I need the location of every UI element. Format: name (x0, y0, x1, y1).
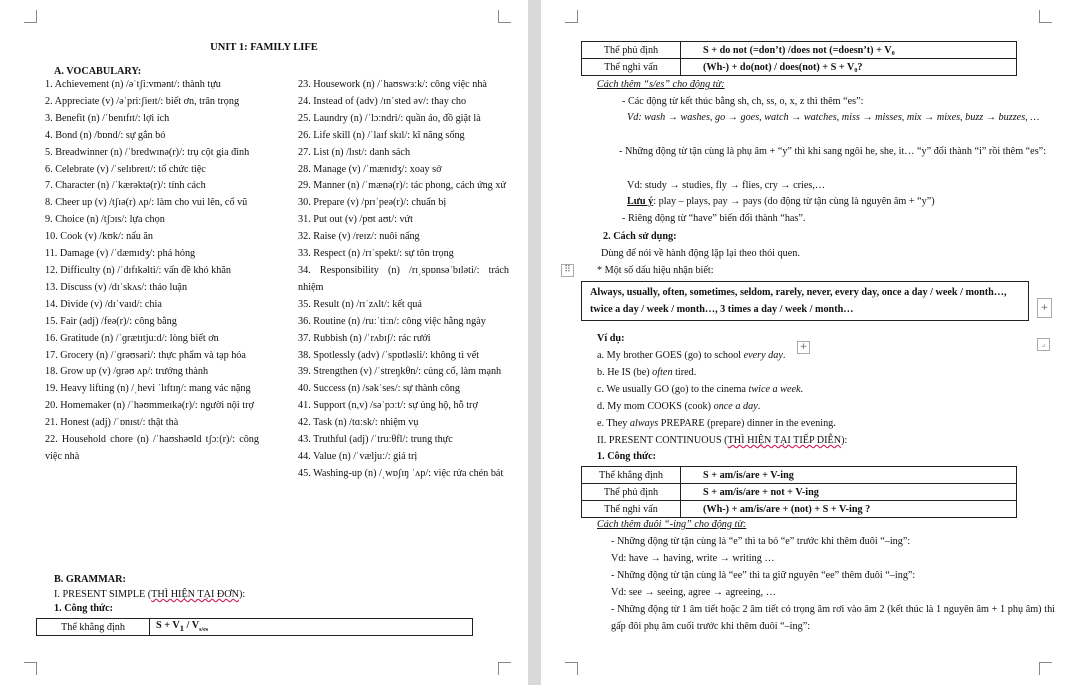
crop-mark (565, 10, 578, 23)
pc-formula-heading: 1. Công thức: (597, 451, 657, 462)
vocab-item: 40. Success (n) /səkˈses/: sự thành công (298, 383, 460, 395)
ing-rule-2: - Những động từ tận cùng là “ee” thì ta giữ nguyên “ee” thêm đuôi “–ing”: (611, 570, 916, 581)
grammar-heading: B. GRAMMAR: (54, 574, 126, 585)
crop-mark (1039, 662, 1052, 675)
vocab-item: 35. Result (n) /rɪˈzʌlt/: kết quả (298, 298, 422, 310)
unit-title: UNIT 1: FAMILY LIFE (210, 42, 318, 53)
ses-example-1: Vd: wash → washes, go → goes, watch → watches, miss → misses, mix → mixes, buzz → buzzes, … (627, 112, 1040, 123)
signs-box: Always, usually, often, sometimes, seldom, rarely, never, every day, once a day / week / month…, twice a day / week / month…, 3 times a day / week / month… (581, 281, 1029, 321)
table-row (582, 501, 1017, 518)
ses-heading: Cách thêm “s/es” cho động từ: (597, 79, 725, 90)
vocab-item: 38. Spotlessly (adv) /ˈspɒtləsli/: không tì vết (298, 349, 480, 361)
vocab-item: 42. Task (n) /tɑːsk/: nhiệm vụ (298, 417, 419, 429)
note-label: Lưu ý (627, 196, 654, 207)
ing-rule-1: - Những động từ tận cùng là “e” thì ta bỏ “e” trước khi thêm đuôi “–ing”: (611, 536, 911, 547)
formula-sub: s/es (199, 627, 209, 634)
vocab-item: 45. Washing-up (n) /ˌwɒʃɪŋ ˈʌp/: việc rửa chén bát (298, 467, 504, 479)
heading-vietnamese: THÌ HIỆN TẠI TIẾP DIỄN (727, 435, 842, 446)
vocabulary-right-column (298, 77, 509, 483)
vocab-item: 20. Homemaker (n) /ˈhəʊmmeɪkə(r)/: người nội trợ (45, 400, 254, 412)
table-row (582, 59, 1017, 76)
formula-heading: 1. Công thức: (54, 603, 114, 614)
vocab-item: 34. Responsibility (n) /rɪˌspɒnsəˈbɪləti/: trách nhiệm (298, 264, 509, 293)
table-row (37, 619, 473, 636)
ses-rule-3: - Riêng động từ “have” biến đổi thành “has”. (622, 213, 806, 224)
form-formula: S + do not (=don’t) /does not (=doesn’t) + V₀ (681, 42, 1017, 59)
vocab-item: 28. Manage (v) /ˈmænɪdʒ/: xoay sở (298, 163, 442, 175)
vocab-item: 43. Truthful (adj) /ˈtruːθfl/: trung thực (298, 434, 453, 446)
vocab-item: 6. Celebrate (v) /ˈselɪbreɪt/: tổ chức tiệc (45, 163, 206, 175)
vocab-item: 37. Rubbish (n) /ˈrʌbɪʃ/: rác rưởi (298, 332, 431, 344)
vocab-item: 11. Damage (v) /ˈdæmɪdʒ/: phá hỏng (45, 248, 196, 260)
ses-example-2: Vd: study → studies, fly → flies, cry → cries,… (627, 180, 826, 191)
present-continuous-heading (597, 433, 847, 450)
vocab-item: 39. Strengthen (v) /ˈstreŋkθn/: củng cố, làm mạnh (298, 366, 502, 378)
ses-note (627, 194, 935, 211)
form-label: Thể phủ định (582, 42, 681, 59)
vocab-item: 1. Achievement (n) /əˈtʃiːvmənt/: thành tựu (45, 79, 221, 90)
heading-vietnamese: THÌ HIỆN TẠI ĐƠN (151, 589, 239, 600)
vocab-item: 30. Prepare (v) /prɪˈpeə(r)/: chuẩn bị (298, 197, 447, 209)
example-item: e. They always PREPARE (prepare) dinner in the evening. (597, 417, 836, 429)
ses-rule-1: - Các động từ kết thúc bằng sh, ch, ss, o, x, z thì thêm “es”: (622, 96, 864, 107)
form-label: Thể khẳng định (582, 467, 681, 484)
crop-mark (565, 662, 578, 675)
vocab-item: 10. Cook (v) /kʊk/: nấu ăn (45, 231, 154, 243)
crop-mark (498, 10, 511, 23)
vocab-item: 36. Routine (n) /ruːˈtiːn/: công việc hằng ngày (298, 315, 486, 327)
table-resize-handle[interactable]: ⌟ (1037, 338, 1050, 351)
vocab-item: 4. Bond (n) /bɒnd/: sự gắn bó (45, 129, 166, 141)
present-continuous-table (581, 466, 1017, 518)
vocab-item: 17. Grocery (n) /ˈɡrəʊsəri/: thực phẩm và tạp hóa (45, 349, 246, 361)
vocab-item: 31. Put out (v) /pʊt aʊt/: vứt (298, 214, 413, 226)
vocab-item: 26. Life skill (n) /ˈlaɪf skɪl/: kĩ năng sống (298, 129, 465, 141)
ing-rule-3: - Những động từ 1 âm tiết hoặc 2 âm tiết có trọng âm rơi vào âm 2 (kết thúc là 1 nguyên âm + 1 phụ âm) thì gấp đôi phụ âm cuối trước khi thêm đuôi “–ing”: (611, 604, 1055, 632)
document-page-2 (541, 0, 1069, 685)
formula-sub: 1 (179, 623, 184, 634)
examples-list (597, 348, 836, 433)
table-move-handle[interactable]: ⠿ (561, 264, 574, 277)
vocab-item: 41. Support (n,v) /səˈpɔːt/: sự ủng hộ, hỗ trợ (298, 400, 478, 412)
crop-mark (24, 662, 37, 675)
form-formula: (Wh-) + do(not) / does(not) + S + V₀? (681, 59, 1017, 76)
vocab-item: 7. Character (n) /ˈkærəktə(r)/: tính cách (45, 180, 206, 192)
form-label: Thể nghi vấn (582, 59, 681, 76)
signs-heading: * Một số dấu hiệu nhận biết: (597, 265, 714, 276)
vocabulary-heading: A. VOCABULARY: (54, 66, 142, 77)
crop-mark (24, 10, 37, 23)
table-row (582, 467, 1017, 484)
example-item: a. My brother GOES (go) to school every day. (597, 350, 786, 361)
vocab-item: 14. Divide (v) /dɪˈvaɪd/: chia (45, 298, 162, 310)
vocab-item: 23. Housework (n) /ˈhaʊswɜːk/: công việc nhà (298, 79, 487, 90)
vocab-item: 3. Benefit (n) /ˈbenɪfɪt/: lợi ích (45, 112, 170, 124)
present-simple-table-cont (581, 41, 1017, 76)
ing-example-1: Vd: have → having, write → writing … (611, 553, 775, 564)
vocab-item: 29. Manner (n) /ˈmænə(r)/: tác phong, cách ứng xử (298, 180, 506, 192)
vocab-item: 8. Cheer up (v) /tʃɪə(r) ʌp/: làm cho vui lên, cổ vũ (45, 197, 248, 209)
vocabulary-left-column (45, 77, 259, 466)
vocab-item: 16. Gratitude (n) /ˈɡrætɪtjuːd/: lòng biết ơn (45, 332, 219, 344)
table-row (582, 484, 1017, 501)
vocab-item: 9. Choice (n) /tʃɔɪs/: lựa chọn (45, 214, 165, 226)
usage-text: Dùng để nói về hành động lặp lại theo thói quen. (601, 248, 800, 259)
ing-heading: Cách thêm đuôi “-ing” cho động từ: (597, 519, 747, 530)
vocab-item: 33. Respect (n) /rɪˈspekt/: sự tôn trọng (298, 248, 454, 260)
example-item: b. He IS (be) often tired. (597, 366, 697, 378)
form-label: Thể phủ định (582, 484, 681, 501)
vocab-item: 13. Discuss (v) /dɪˈskʌs/: thảo luận (45, 281, 188, 293)
form-formula: S + am/is/are + V-ing (681, 467, 1017, 484)
form-formula: S + am/is/are + not + V-ing (681, 484, 1017, 501)
heading-text: I. PRESENT SIMPLE ( (54, 589, 152, 600)
vocab-item: 12. Difficulty (n) /ˈdɪfɪkəlti/: vấn đề khó khăn (45, 264, 231, 276)
vocab-item: 25. Laundry (n) /ˈlɔːndri/: quần áo, đồ giặt là (298, 112, 481, 124)
heading-text: II. PRESENT CONTINUOUS ( (597, 435, 728, 446)
crop-mark (1039, 10, 1052, 23)
vocab-item: 21. Honest (adj) /ˈɒnɪst/: thật thà (45, 417, 179, 429)
vocab-item: 18. Grow up (v) /ɡrəʊ ʌp/: trưởng thành (45, 366, 209, 378)
vocab-item: 22. Household chore (n) /ˈhaʊshəʊld tʃɔː(r)/: công việc nhà (45, 434, 259, 462)
table-row (582, 42, 1017, 59)
vocab-item: 24. Instead of (adv) /ɪnˈsted əv/: thay cho (298, 95, 467, 107)
form-formula: (Wh-) + am/is/are + (not) + S + V-ing ? (681, 501, 1017, 518)
crop-mark (498, 662, 511, 675)
formula-text: S + V (156, 620, 180, 632)
usage-heading: 2. Cách sử dụng: (603, 231, 677, 242)
ing-example-2: Vd: see → seeing, agree → agreeing, … (611, 587, 776, 598)
form-label: Thể khẳng định (37, 619, 150, 636)
vocab-item: 15. Fair (adj) /feə(r)/: công bằng (45, 315, 177, 327)
form-label: Thể nghi vấn (582, 501, 681, 518)
vocab-item: 44. Value (n) /ˈvæljuː/: giá trị (298, 450, 418, 462)
formula-text: / V (184, 620, 200, 632)
add-row-icon[interactable]: + (797, 341, 810, 354)
vocab-item: 32. Raise (v) /reɪz/: nuôi nấng (298, 231, 420, 243)
example-item: d. My mom COOKS (cook) once a day. (597, 400, 761, 412)
vocab-item: 19. Heavy lifting (n) /ˌhevi ˈlɪftɪŋ/: mang vác nặng (45, 383, 251, 395)
ses-rule-2: - Những động từ tận cùng là phụ âm + “y” thì khi sang ngôi he, she, it… “y” đổi thành “i” rồi thêm “es”: (619, 146, 1047, 157)
form-formula (150, 619, 473, 636)
vocab-item: 5. Breadwinner (n) /ˈbredwɪnə(r)/: trụ cột gia đình (45, 146, 250, 158)
vocab-item: 27. List (n) /lɪst/: danh sách (298, 146, 411, 158)
example-item: c. We usually GO (go) to the cinema twice a week. (597, 383, 804, 395)
document-page-1 (0, 0, 528, 685)
heading-text: ): (238, 589, 246, 600)
vocab-item: 2. Appreciate (v) /əˈpriːʃieɪt/: biết ơn, trân trọng (45, 95, 240, 107)
heading-text: ): (841, 435, 848, 446)
note-text: : play – plays, pay → pays (do động từ tận cùng là nguyên âm + “y”) (653, 196, 935, 207)
affirmative-formula-table (36, 618, 473, 636)
add-column-icon[interactable]: + (1037, 298, 1052, 318)
examples-heading: Ví dụ: (597, 333, 625, 344)
